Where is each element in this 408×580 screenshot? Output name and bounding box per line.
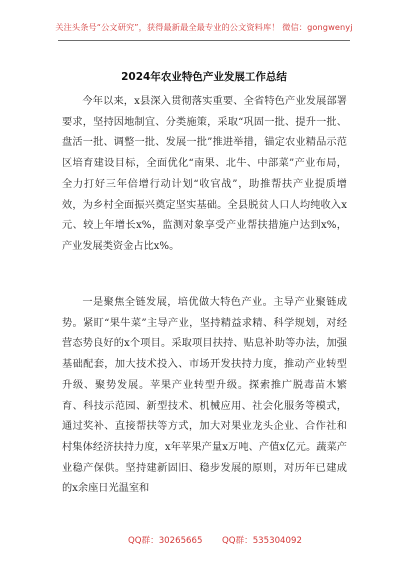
header-divider [58, 40, 350, 41]
footer-qq-group-2: QQ群：535304092 [222, 536, 302, 546]
body-paragraph: 一是聚焦全链发展，培优做大特色产业。主导产业聚链成势。紧盯“果牛菜”主导产业，坚持精益求精、科学规划，对经营态势良好的x个项目。采取项目扶持、贴息补助等办法，加强基础配套，加大技术投入、市场开发扶持力度，推动产业转型升级、聚势发展。苹果产业转型升级。探索推广脱毒苗木繁育、科技示范园、新型技术、机械应用、社会化服务等模式，通过奖补、直接帮扶等方式，加大对果业龙头企业、合作社和村集体经济扶持力度，x年苹果产量x万吨、产值x亿元。蔬菜产业稳产保供。坚持建新固旧、稳步发展的原则，对历年已建成的x余座日光温室和 [62, 297, 347, 495]
footer-qq-group-1: QQ群：30265665 [128, 536, 203, 546]
document-title: 2024年农业特色产业发展工作总结 [121, 71, 287, 83]
body-paragraph-2-block [62, 293, 347, 500]
body-paragraph: 今年以来，x县深入贯彻落实重要、全省特色产业发展部署要求，坚持因地制宜、分类施策，采取“巩固一批、提升一批、盘活一批、调整一批、发展一批”推进举措，锚定农业精品示范区培育建设目标，全面优化“南果、北牛、中部菜”产业布局，全力打好三年倍增行动计划“收官战”，助推帮扶产业提质增效，为乡村全面振兴奠定坚实基础。全县脱贫人口人均纯收入x元、较上年增长x%，监测对象享受产业帮扶措施户达到x%，产业发展类资金占比x%。 [62, 96, 347, 252]
footer-contact [0, 534, 408, 548]
body-paragraph-1-block [62, 92, 347, 258]
header-promo-banner: 关注头条号“公文研究”，获得最新最全最专业的公文资料库！ 微信：gongwenyj [55, 22, 353, 32]
